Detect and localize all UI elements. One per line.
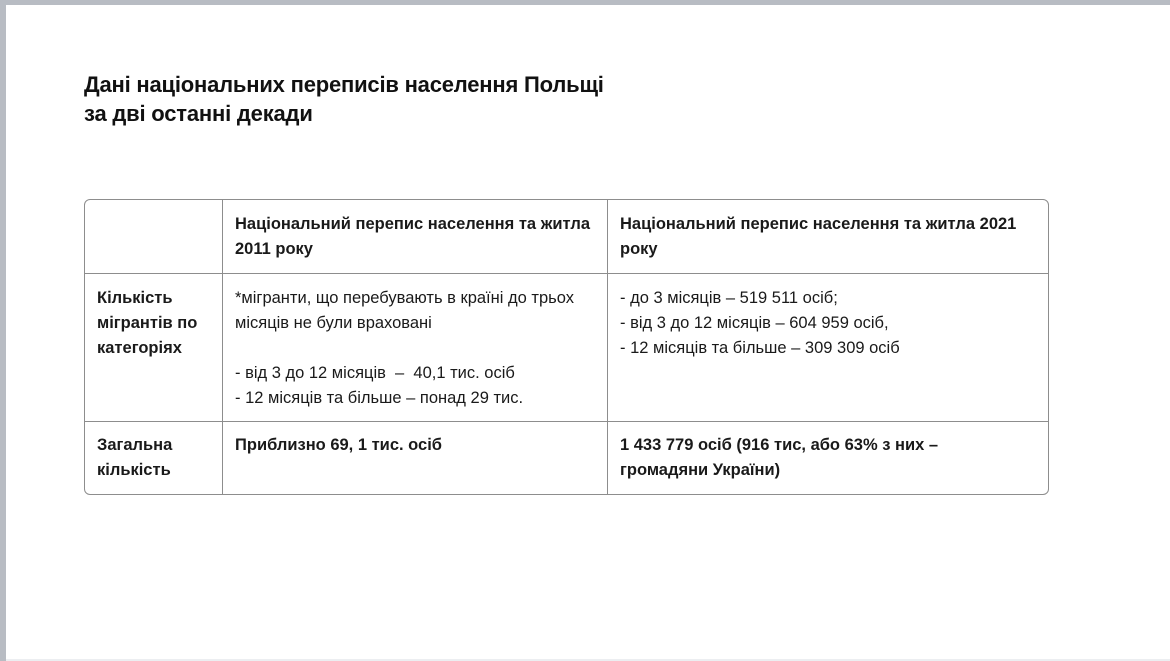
window-left-border [0, 0, 6, 661]
census-2011-item: - від 3 до 12 місяців – 40,1 тис. осіб [235, 364, 515, 382]
table-row-divider-2 [85, 421, 1049, 422]
page-title-line-1: Дані національних переписів населення Польщі [84, 72, 604, 97]
table-header-census-2021: Національний перепис населення та житла 2021 року [620, 215, 1017, 258]
census-2011-note: *мігранти, що перебувають в країні до трьох місяців не були враховані [235, 289, 574, 332]
census-2021-item: - до 3 місяців – 519 511 осіб; [620, 289, 838, 307]
census-2011-total: Приблизно 69, 1 тис. осіб [235, 436, 442, 454]
census-2021-migrants-cell [620, 286, 1030, 361]
table-row-label-migrants-by-category: Кількість мігрантів по категоріях [97, 289, 198, 357]
table-column-divider-2 [607, 200, 608, 495]
table-column-divider-1 [222, 200, 223, 495]
census-2021-item: - 12 місяців та більше – 309 309 осіб [620, 339, 900, 357]
census-2021-item: - від 3 до 12 місяців – 604 959 осіб, [620, 314, 889, 332]
census-table [84, 199, 1049, 495]
census-2021-total: 1 433 779 осіб (916 тис, або 63% з них – громадяни України) [620, 436, 939, 479]
census-2011-item: - 12 місяців та більше – понад 29 тис. [235, 389, 524, 407]
table-header-census-2011: Національний перепис населення та житла 2011 року [235, 215, 591, 258]
page-title-line-2: за дві останні декади [84, 101, 313, 126]
census-2011-migrants-cell [235, 286, 595, 411]
table-header-empty [85, 200, 222, 273]
window-top-border [0, 0, 1170, 5]
table-row-label-total: Загальна кількість [97, 436, 173, 479]
table-row-divider-1 [85, 273, 1049, 274]
page-title [84, 70, 784, 128]
spacer [235, 336, 595, 361]
